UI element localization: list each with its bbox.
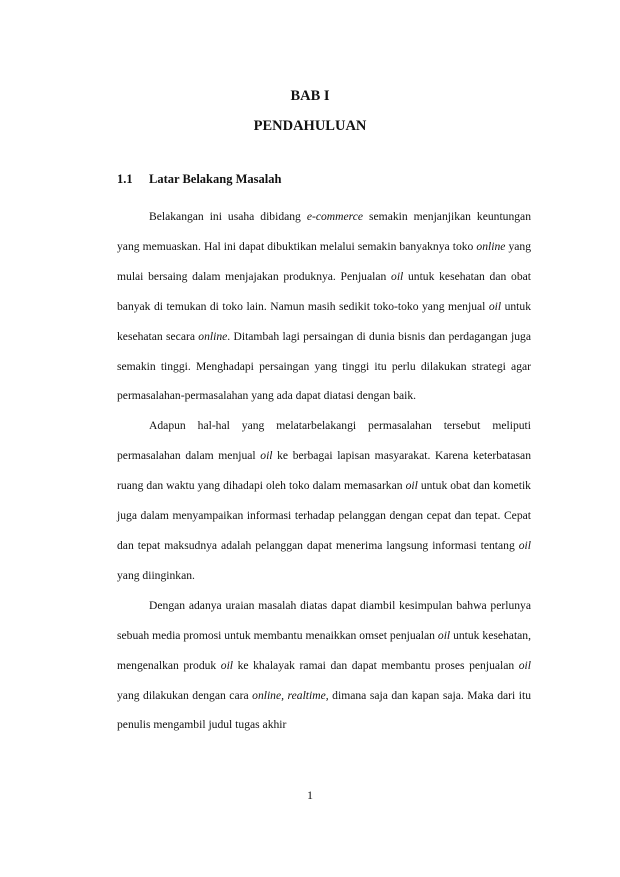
text-run: yang diinginkan. <box>117 568 195 582</box>
page-number: 1 <box>307 788 313 802</box>
text-run: Belakangan ini usaha dibidang <box>149 210 307 223</box>
text-run: . Ditambah lagi persaingan di dunia bisnis dan perdagangan juga semakin tinggi. Menghadapi persaingan yang tinggi itu perlu dilakukan strategi agar permasalahan-permasalahan yang ada dapat diatasi dengan baik. <box>117 329 531 403</box>
body-text <box>117 202 531 740</box>
text-run: ke berbagai lapisan masyarakat. Karena keterbatasan ruang dan waktu yang dihadapi oleh toko dalam memasarkan <box>117 449 531 493</box>
paragraph-3 <box>117 591 531 741</box>
text-run: yang mulai bersaing dalam menjajakan produknya. Penjualan <box>117 239 531 283</box>
italic-term: online, realtime, <box>252 688 329 702</box>
text-run: Adapun hal-hal yang melatarbelakangi permasalahan tersebut meliputi permasalahan dalam menjual <box>117 419 531 463</box>
section-heading <box>117 172 281 187</box>
italic-term: e-commerce <box>306 210 364 223</box>
italic-term: oil <box>220 658 234 672</box>
text-run: Dengan adanya uraian masalah diatas dapat diambil kesimpulan bahwa perlunya sebuah media promosi untuk membantu menaikkan omset penjualan <box>117 598 531 642</box>
italic-term: oil <box>391 269 404 283</box>
text-run: semakin menjanjikan keuntungan yang memuaskan. Hal ini dapat dibuktikan melalui semakin banyaknya toko <box>117 210 531 253</box>
text-run: untuk kesehatan, mengenalkan produk <box>117 628 532 672</box>
text-run: untuk obat dan kometik juga dalam menyampaikan informasi terhadap pelanggan dengan cepat dan tepat. Cepat dan tepat maksudnya adalah pelanggan dapat menerima langsung informasi tentang <box>117 479 531 552</box>
text-run: untuk kesehatan secara <box>117 299 531 343</box>
paragraph-1 <box>117 202 531 411</box>
text-run: ke khalayak ramai dan dapat membantu proses penjualan <box>233 658 519 672</box>
italic-term: online <box>476 239 506 253</box>
chapter-title: PENDAHULUAN <box>253 118 367 134</box>
text-run: dimana saja dan kapan saja. Maka dari itu penulis mengambil judul tugas akhir <box>117 688 531 732</box>
italic-term: oil <box>437 628 451 642</box>
chapter-label: BAB I <box>290 88 330 104</box>
italic-term: oil <box>518 538 531 552</box>
section-number: 1.1 <box>117 172 133 186</box>
italic-term: oil <box>518 658 531 672</box>
text-run: untuk kesehatan dan obat banyak di temukan di toko lain. Namun masih sedikit toko-toko yang menjual <box>117 269 531 313</box>
section-title: Latar Belakang Masalah <box>149 172 282 186</box>
italic-term: oil <box>488 299 502 313</box>
italic-term: oil <box>260 449 273 463</box>
italic-term: online <box>198 329 228 343</box>
paragraph-2 <box>117 411 531 590</box>
italic-term: oil <box>405 479 418 493</box>
text-run: yang dilakukan dengan cara <box>117 688 253 702</box>
